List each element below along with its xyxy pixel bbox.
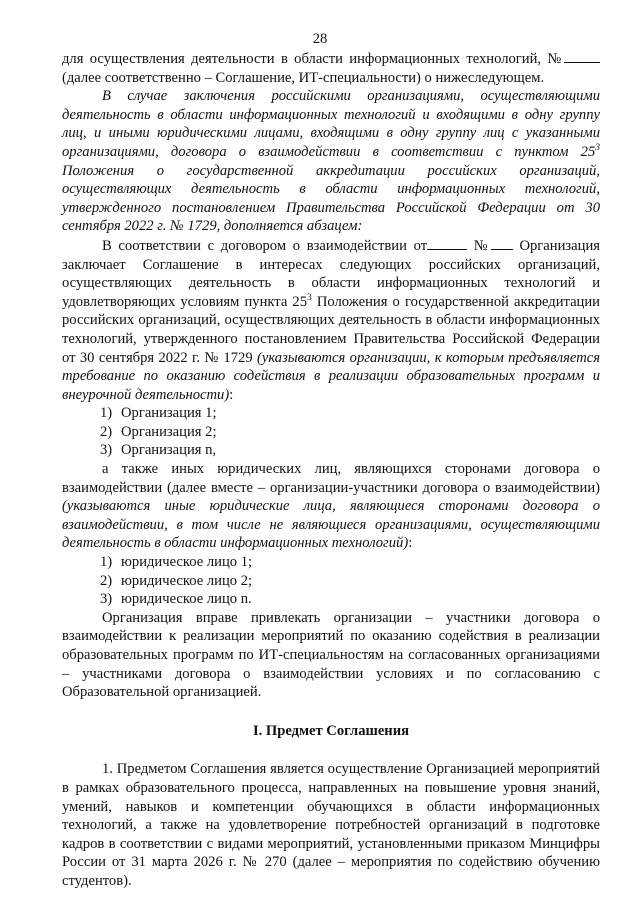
right-paragraph: Организация вправе привлекать организации – участники договора о взаимодействии к реализации мероприятий по оказанию содействия в реализации образовательных программ по ИТ-специальностям на согласованных организациями – участниками договора о взаимодействии условиях и по согласованию с Образовательной организацией.	[62, 609, 600, 701]
accord-text-c: Организация заключает Соглашение в интересах следующих российских организаций, осуществляющих деятельность в области информационных технологий и удовлетворяющих условиям пункта 25	[62, 237, 600, 310]
list-item-text: юридическое лицо n.	[121, 591, 252, 608]
document-body	[62, 49, 600, 891]
list-item	[100, 590, 600, 609]
case-text-b: Положения о государственной аккредитации российских организаций, осуществляющих деятельность в области информационных технологий, утвержденного постановлением Правительства Российской Федерации от 30 сентября 2022 г. № 1729, дополняется абзацем:	[62, 162, 600, 235]
legal-entities-list	[62, 553, 600, 609]
list-item-text: юридическое лицо 1;	[121, 554, 253, 571]
also-text-a: а также иных юридических лиц, являющихся сторонами договора о взаимодействии (далее вместе – организации-участники договора о взаимодействии)	[62, 461, 600, 496]
also-paragraph	[62, 460, 600, 553]
organizations-list	[62, 404, 600, 460]
intro-paragraph	[62, 49, 600, 87]
list-item-number: 2)	[100, 572, 113, 589]
list-item-number: 3)	[100, 591, 113, 608]
blank-date-field	[427, 236, 467, 250]
also-text-italic: (указываются иные юридические лица, являющиеся сторонами договора о взаимодействии, в том числе не являющиеся организациями, осуществляющими деятельность в области информационных технологий)	[62, 498, 600, 552]
accord-text-d: Положения о государственной аккредитации российских организаций, осуществляющих деятельность в области информационных технологий, утвержденного постановлением Правительства Российской Федерации от 30 сентября 2022 г. № 1729	[62, 293, 600, 366]
blank-contract-number-field	[491, 236, 513, 250]
intro-text-a: для осуществления деятельности в области информационных технологий, №	[62, 51, 564, 67]
intro-text-b: (далее соответственно – Соглашение, ИТ-специальности) о нижеследующем.	[62, 69, 545, 86]
list-item	[100, 572, 600, 591]
case-paragraph	[62, 87, 600, 236]
list-item-text: Организация 1;	[121, 405, 217, 422]
list-item-number: 2)	[100, 423, 113, 440]
list-item-number: 1)	[100, 405, 113, 422]
page-number: 28	[312, 31, 328, 47]
case-text-a: В случае заключения российскими организациями, осуществляющими деятельность в области информационных технологий и входящими в одну группу лиц, и иными юридическими лицами, входящими в одну группу лиц с указанными организациями, договора о взаимодействии в соответствии с пунктом 25	[62, 88, 600, 160]
subject-paragraph: 1. Предметом Соглашения является осуществление Организацией мероприятий в рамках образовательного процесса, направленных на повышение уровня знаний, умений, навыков и компетенции обучающихся в области информационных технологий, а также на удовлетворение потребностей организаций в подготовке кадров в соответствии с видами мероприятий, установленными приказом Минцифры России от 31 марта 2026 г. № 270 (далее – мероприятия по содействию обучению студентов).	[62, 761, 600, 889]
list-item-text: юридическое лицо 2;	[121, 572, 253, 589]
accord-text-e: :	[229, 386, 234, 403]
list-item	[100, 404, 600, 423]
list-item-text: Организация n,	[121, 442, 217, 459]
accord-text-italic: (указываются организации, к которым предъявляется требование по оказанию содействия в реализации образовательных программ и внеурочной деятельности)	[62, 349, 600, 403]
accord-paragraph	[62, 236, 600, 404]
accord-text-a: В соответствии с договором о взаимодействии от	[102, 237, 428, 254]
list-item-number: 1)	[100, 554, 113, 571]
list-item-number: 3)	[100, 442, 113, 459]
list-item-text: Организация 2;	[121, 423, 217, 440]
list-item	[100, 423, 600, 442]
section-heading: I. Предмет Соглашения	[252, 722, 410, 739]
accord-text-b: №	[473, 237, 491, 254]
blank-number-field	[564, 49, 600, 63]
case-sup: 3	[595, 143, 600, 154]
list-item	[100, 441, 600, 460]
accord-sup: 3	[307, 292, 312, 303]
list-item	[100, 553, 600, 572]
also-text-b: :	[408, 535, 413, 552]
